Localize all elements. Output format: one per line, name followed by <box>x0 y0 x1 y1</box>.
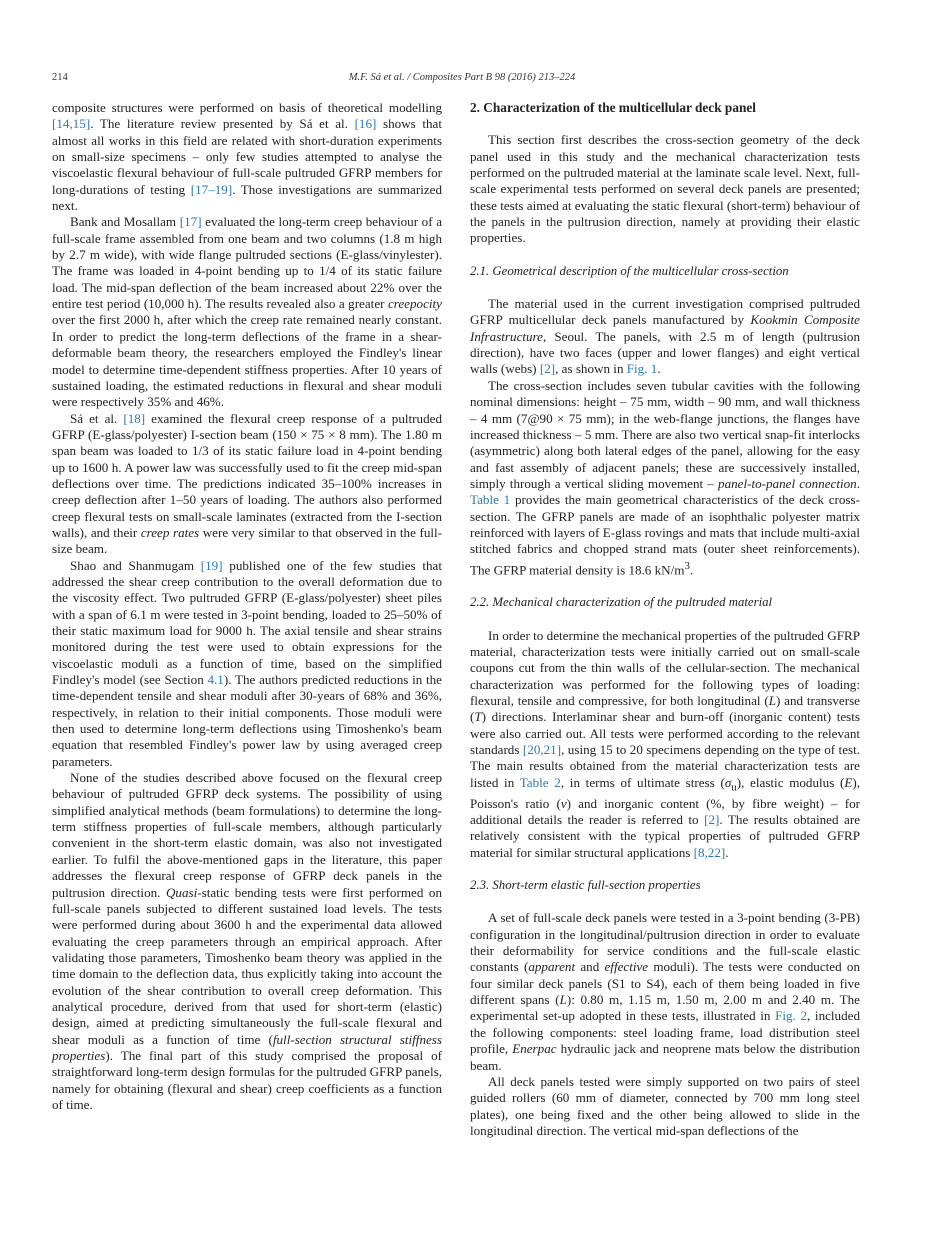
paragraph-material: The material used in the current investigation comprised pultruded GFRP multicellular deck panels manufactured by Kookmin Composite Infrastructure, Seoul. The panels, with 2.5 m of length (pultrusion direction), have two faces (upper and lower flanges) and eight vertical walls (webs) [2], as shown in Fig. 1. <box>470 296 860 377</box>
section-heading: 2. Characterization of the multicellular deck panel <box>470 100 756 115</box>
table-link[interactable]: Table 1 <box>470 492 511 508</box>
citation-link[interactable]: [16] <box>354 116 377 132</box>
paragraph-research-gap: None of the studies described above focused on the flexural creep behaviour of pultruded GFRP deck systems. The possibility of using simplified analytical methods (beam formulations) to determine the long-term stiffness properties of full-scale members, although particularly convenient in the short-term elastic domain, was also not investigated earlier. To fulfil the above-mentioned gaps in the literature, this paper addresses the flexural creep response of GFRP deck panels in the pultrusion direction. Quasi-static bending tests were first performed on full-scale panels subjected to different sustained load levels. The tests were performed during about 3600 h and the experimental data allowed evaluating the creep parameters through an empirical approach. After validating those parameters, Timoshenko beam theory was applied in the time domain to the deflection data, thus explicitly taking into account the evolution of the shear contribution to overall creep deformation. This analytical procedure, derived from that used for short-term (elastic) design, aimed at predicting simultaneously the full-scale flexural and shear moduli as a function of time (full-section structural stiffness properties). The final part of this study comprised the proposal of straightforward long-term design formulas for the pultruded GFRP panels, namely for obtaining (flexural and shear) creep coefficients as a function of time. <box>52 770 442 1112</box>
section-link[interactable]: 4.1 <box>207 672 224 688</box>
subsection-heading: 2.3. Short-term elastic full-section properties <box>470 878 701 893</box>
citation-link[interactable]: [2] <box>539 361 556 377</box>
paragraph-sa-et-al: Sá et al. [18] examined the flexural creep response of a pultruded GFRP (E-glass/polyester) I-section beam (150 × 75 × 8 mm). The 1.80 m span beam was loaded to 1/3 of its static failure load in 4-point bending up to 1600 h. A power law was successfully used to fit the creep mid-span deflections over time. The predictions indicated 35–100% increases in creep deflection after 1–50 years of loading. The authors also performed creep flexural tests on small-scale laminates (extracted from the I-section walls), and their creep rates were very similar to that observed in the full-size beam. <box>52 410 443 557</box>
citation-link[interactable]: [14,15] <box>52 116 91 132</box>
citation-link[interactable]: [18] <box>123 410 146 426</box>
figure-link[interactable]: Fig. 1 <box>626 361 658 377</box>
subsection-heading: 2.2. Mechanical characterization of the pultruded material <box>470 595 773 610</box>
paragraph-mechanical: In order to determine the mechanical properties of the pultruded GFRP material, characterization tests were initially carried out on small-scale coupons cut from the thin walls of the cellular-section. The mechanical characterization was performed for the following types of loading: flexural, tensile and compressive, for both longitudinal (L) and transverse (T) directions. Interlaminar shear and burn-off (inorganic content) tests were also carried out. All tests were performed according to the relevant standards [20,21], using 15 to 20 specimens depending on the type of test. The main results obtained from the material characterization tests are listed in Table 2, in terms of ultimate stress $(\sigma_u)$, elastic modulus (E), Poisson's ratio (ν) and inorganic content (%, by fibre weight) – for additional details the reader is referred to [2]. The results obtained are relatively consistent with the typical properties of pultruded GFRP material for similar structural applications [8,22]. <box>470 627 861 860</box>
subsection-heading: 2.1. Geometrical description of the multicellular cross-section <box>470 263 789 278</box>
citation-link[interactable]: [19] <box>200 557 223 573</box>
paragraph-cross-section: The cross-section includes seven tubular cavities with the following nominal dimensions: height – 75 mm, width – 90 mm, and wall thickness – 4 mm (7@90 × 75 mm); in the web-flange junctions, the flanges have increased thickness – 5 mm. There are also two vertical snap-fit interlocks (asymmetric) along both lateral edges of the panel, allowing for the easy and fast assembly of adjacent panels; these are successively installed, simply through a vertical sliding movement – panel-to-panel connection. Table 1 provides the main geometrical characteristics of the deck cross-section. The GFRP panels are made of an isophthalic polyester matrix reinforced with layers of E-glass rovings and mats that include multi-axial stitched fabrics and chopped strand mats (outer sheet reinforcements). The GFRP material density is 18.6 $kN/m^3$. <box>470 377 860 577</box>
citation-link[interactable]: [20,21] <box>522 742 562 758</box>
paragraph-full-scale-tests: A set of full-scale deck panels were tested in a 3-point bending (3-PB) configuration in the longitudinal/pultrusion direction in order to evaluate their deformability for service conditions and the full-scale elastic constants (apparent and effective moduli). The tests were conducted on four similar deck panels (S1 to S4), each of them being loaded in five different spans (L): 0.80 m, 1.15 m, 1.50 m, 2.00 m and 2.40 m. The experimental set-up adopted in these tests, illustrated in Fig. 2, included the following components: steel loading frame, load distribution steel profile, Enerpac hydraulic jack and neoprene mats below the distribution beam. <box>470 910 861 1073</box>
citation-link[interactable]: [17–19] <box>190 181 233 197</box>
running-header <box>52 72 872 88</box>
left-column <box>52 100 442 1113</box>
running-head: M.F. Sá et al. / Composites Part B 98 (2016) 213–224 <box>348 72 576 83</box>
paragraph-shao-shanmugam: Shao and Shanmugam [19] published one of the few studies that addressed the shear creep contribution to the overall deformation due to the viscosity effect. Two pultruded GFRP (E-glass/polyester) sheet piles with a span of 6.1 m were tested in 3-point bending, loaded to 25–50% of their static maximum load for 9000 h. The axial tensile and shear strains monitored during the test were used to obtain expressions for the viscoelastic moduli as a function of time, based on the simplified Findley's model (see Section 4.1). The authors predicted reductions in the time-dependent tensile and shear moduli after 30-years of 68% and 36%, respectively, in relation to their initial components. Those moduli were then used to determine long-term deflections using Timoshenko's beam equation that resembled Findley's power law by using averaged creep parameters. <box>52 557 442 769</box>
citation-link[interactable]: [2] <box>704 812 720 828</box>
page-number: 214 <box>52 72 68 83</box>
right-column <box>470 100 860 1139</box>
citation-link[interactable]: [17] <box>179 214 202 230</box>
figure-link[interactable]: Fig. 2 <box>775 1008 808 1024</box>
paragraph-bank-mosallam: Bank and Mosallam [17] evaluated the long-term creep behaviour of a full-scale frame assembled from one beam and two columns (1.8 m high by 2.7 m wide), with wide flange pultruded sections (E-glass/vinylester). The frame was loaded in 4-point bending up to 1/4 of its static failure load. The mid-span deflection of the beam increased about 22% over the entire test period (10,000 h). The results revealed also a greater creepocity over the first 2000 h, after which the creep rate remained nearly constant. In order to predict the long-term deflections of the frame in a shear-deformable beam theory, the researchers employed the Findley's linear model to determine time-dependent stiffness properties. After 10 years of sustained loading, the estimated reductions in flexural and shear moduli were respectively 35% and 46%. <box>52 214 443 410</box>
citation-link[interactable]: [8,22] <box>693 844 726 860</box>
paragraph-literature-intro: composite structures were performed on basis of theoretical modelling [14,15]. The literature review presented by Sá et al. [16] shows that almost all works in this field are related with short-duration experiments on small-size specimens – only few studies attempted to analyse the viscoelastic flexural behaviour of full-scale pultruded GFRP members for long-durations of testing [17–19]. Those investigations are summarized next. <box>52 100 443 214</box>
paragraph-supports: All deck panels tested were simply supported on two pairs of steel guided rollers (60 mm of diameter, connected by 700 mm long steel plates), one being fixed and the other being allowed to slide in the longitudinal direction. The vertical mid-span deflections of the <box>470 1073 860 1138</box>
table-link[interactable]: Table 2 <box>519 774 561 790</box>
paragraph-section2-intro: This section first describes the cross-section geometry of the deck panel used in this study and the mechanical characterization tests performed on the pultruded material at the laminate scale level. Next, full-scale experimental tests performed on several deck panels are presented; these tests aimed at evaluating the static flexural (short-term) behaviour of the panels in the pultrusion direction, namely at providing their elastic properties. <box>470 132 860 246</box>
